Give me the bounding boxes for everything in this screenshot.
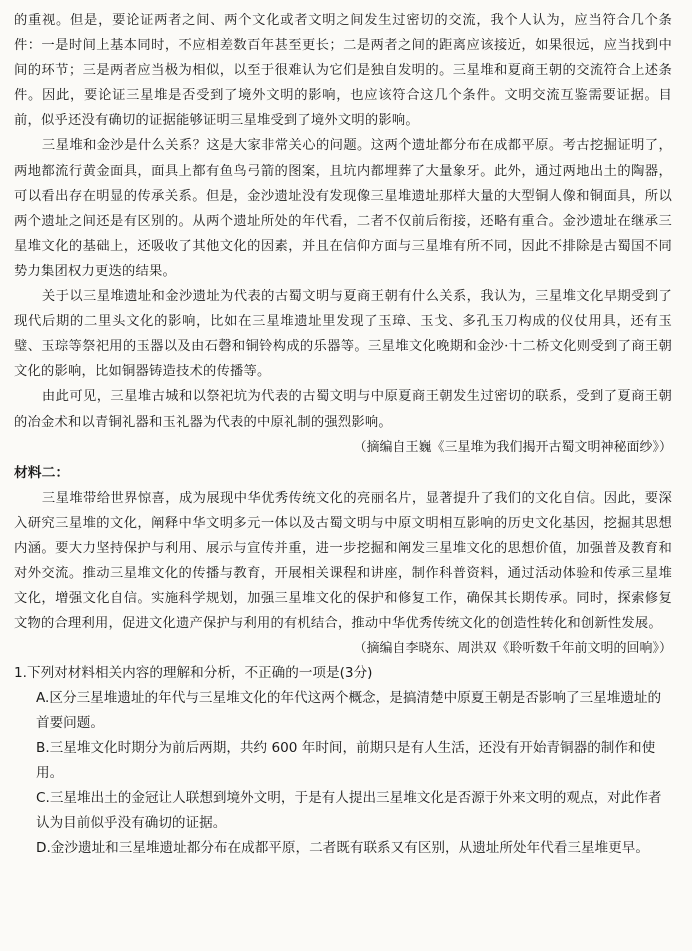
material2-heading: 材料二： xyxy=(14,464,70,481)
material1-paragraph-3: 关于以三星堆遗址和金沙遗址为代表的古蜀文明与夏商王朝有什么关系，我认为，三星堆文化早期受到了现代后期的二里头文化的影响，比如在三星堆遗址里发现了玉璋、玉戈、多孔玉刀构成的仪仗用具，还有玉璧、玉琮等祭祀用的玉器以及由石磬和铜铃构成的乐器等。三星堆文化晚期和金沙·十二桥文化则受到了商王朝文化的影响，比如铜器铸造技术的传播等。 xyxy=(14,289,672,380)
material1-paragraph-2: 三星堆和金沙是什么关系？这是大家非常关心的问题。这两个遗址都分布在成都平原。考古挖掘证明了，两地都流行黄金面具，面具上都有鱼鸟弓箭的图案，且坑内都埋葬了大量象牙。此外，通过两地出土的陶器，可以看出存在明显的传承关系。但是，金沙遗址没有发现像三星堆遗址那样大量的大型铜人像和铜面具，所以两个遗址之间还是有区别的。从两个遗址所处的年代看，二者不仅前后衔接，还略有重合。金沙遗址在继承三星堆文化的基础上，还吸收了其他文化的因素，并且在信仰方面与三星堆有所不同，因此不排除是古蜀国不同势力集团权力更迭的结果。 xyxy=(14,138,672,279)
question-stem: 1.下列对材料相关内容的理解和分析，不正确的一项是(3分) xyxy=(14,665,373,682)
material1-paragraph-4: 由此可见，三星堆古城和以祭祀坑为代表的古蜀文明与中原夏商王朝发生过密切的联系，受到了夏商王朝的冶金术和以青铜礼器和玉礼器为代表的中原礼制的强烈影响。 xyxy=(14,389,672,430)
question-1 xyxy=(14,661,672,861)
material1-paragraph-1: 的重视。但是，要论证两者之间、两个文化或者文明之间发生过密切的交流，我个人认为，应当符合几个条件：一是时间上基本同时，不应相差数百年甚至更长；二是两者之间的距离应该接近，如果很远，应当找到中间的环节；三是两者应当极为相似，以至于很难认为它们是独自发明的。三星堆和夏商王朝的交流符合上述条件。因此，要论证三星堆是否受到了境外文明的影响，也应该符合这几个条件。文明交流互鉴需要证据。目前，似乎还没有确切的证据能够证明三星堆受到了境外文明的影响。 xyxy=(14,13,672,129)
material2-source: （摘编自李晓东、周洪双《聆听数千年前文明的回响》） xyxy=(353,641,672,657)
material1-source: （摘编自王巍《三星堆为我们揭开古蜀文明神秘面纱》） xyxy=(353,439,672,455)
material2-paragraph-1: 三星堆带给世界惊喜，成为展现中华优秀传统文化的亮丽名片，显著提升了我们的文化自信。因此，要深入研究三星堆的文化，阐释中华文明多元一体以及古蜀文明与中原文明相互影响的历史文化基因，挖掘其思想内涵。要大力坚持保护与利用、展示与宣传并重，进一步挖掘和阐发三星堆文化的思想价值，加强普及教育和对外交流。推动三星堆文化的传播与教育，开展相关课程和讲座，制作科普资料，通过活动体验和传承三星堆文化，增强文化自信。实施科学规划，加强三星堆文化的保护和修复工作，确保其长期传承。同时，探索修复文物的合理利用，促进文化遗产保护与利用的有机结合，推动中华优秀传统文化的创造性转化和创新性发展。 xyxy=(14,490,672,632)
option-b[interactable]: B.三星堆文化时期分为前后两期，共约 600 年时间，前期只是有人生活，还没有开始青铜器的制作和使用。 xyxy=(36,740,656,782)
option-a[interactable]: A.区分三星堆遗址的年代与三星堆文化的年代这两个概念，是搞清楚中原夏王朝是否影响了三星堆遗址的首要问题。 xyxy=(36,690,662,732)
option-c[interactable]: C.三星堆出土的金冠让人联想到境外文明，于是有人提出三星堆文化是否源于外来文明的观点，对此作者认为目前似乎没有确切的证据。 xyxy=(36,790,662,832)
option-d[interactable]: D.金沙遗址和三星堆遗址都分布在成都平原，二者既有联系又有区别，从遗址所处年代看三星堆更早。 xyxy=(36,840,649,857)
